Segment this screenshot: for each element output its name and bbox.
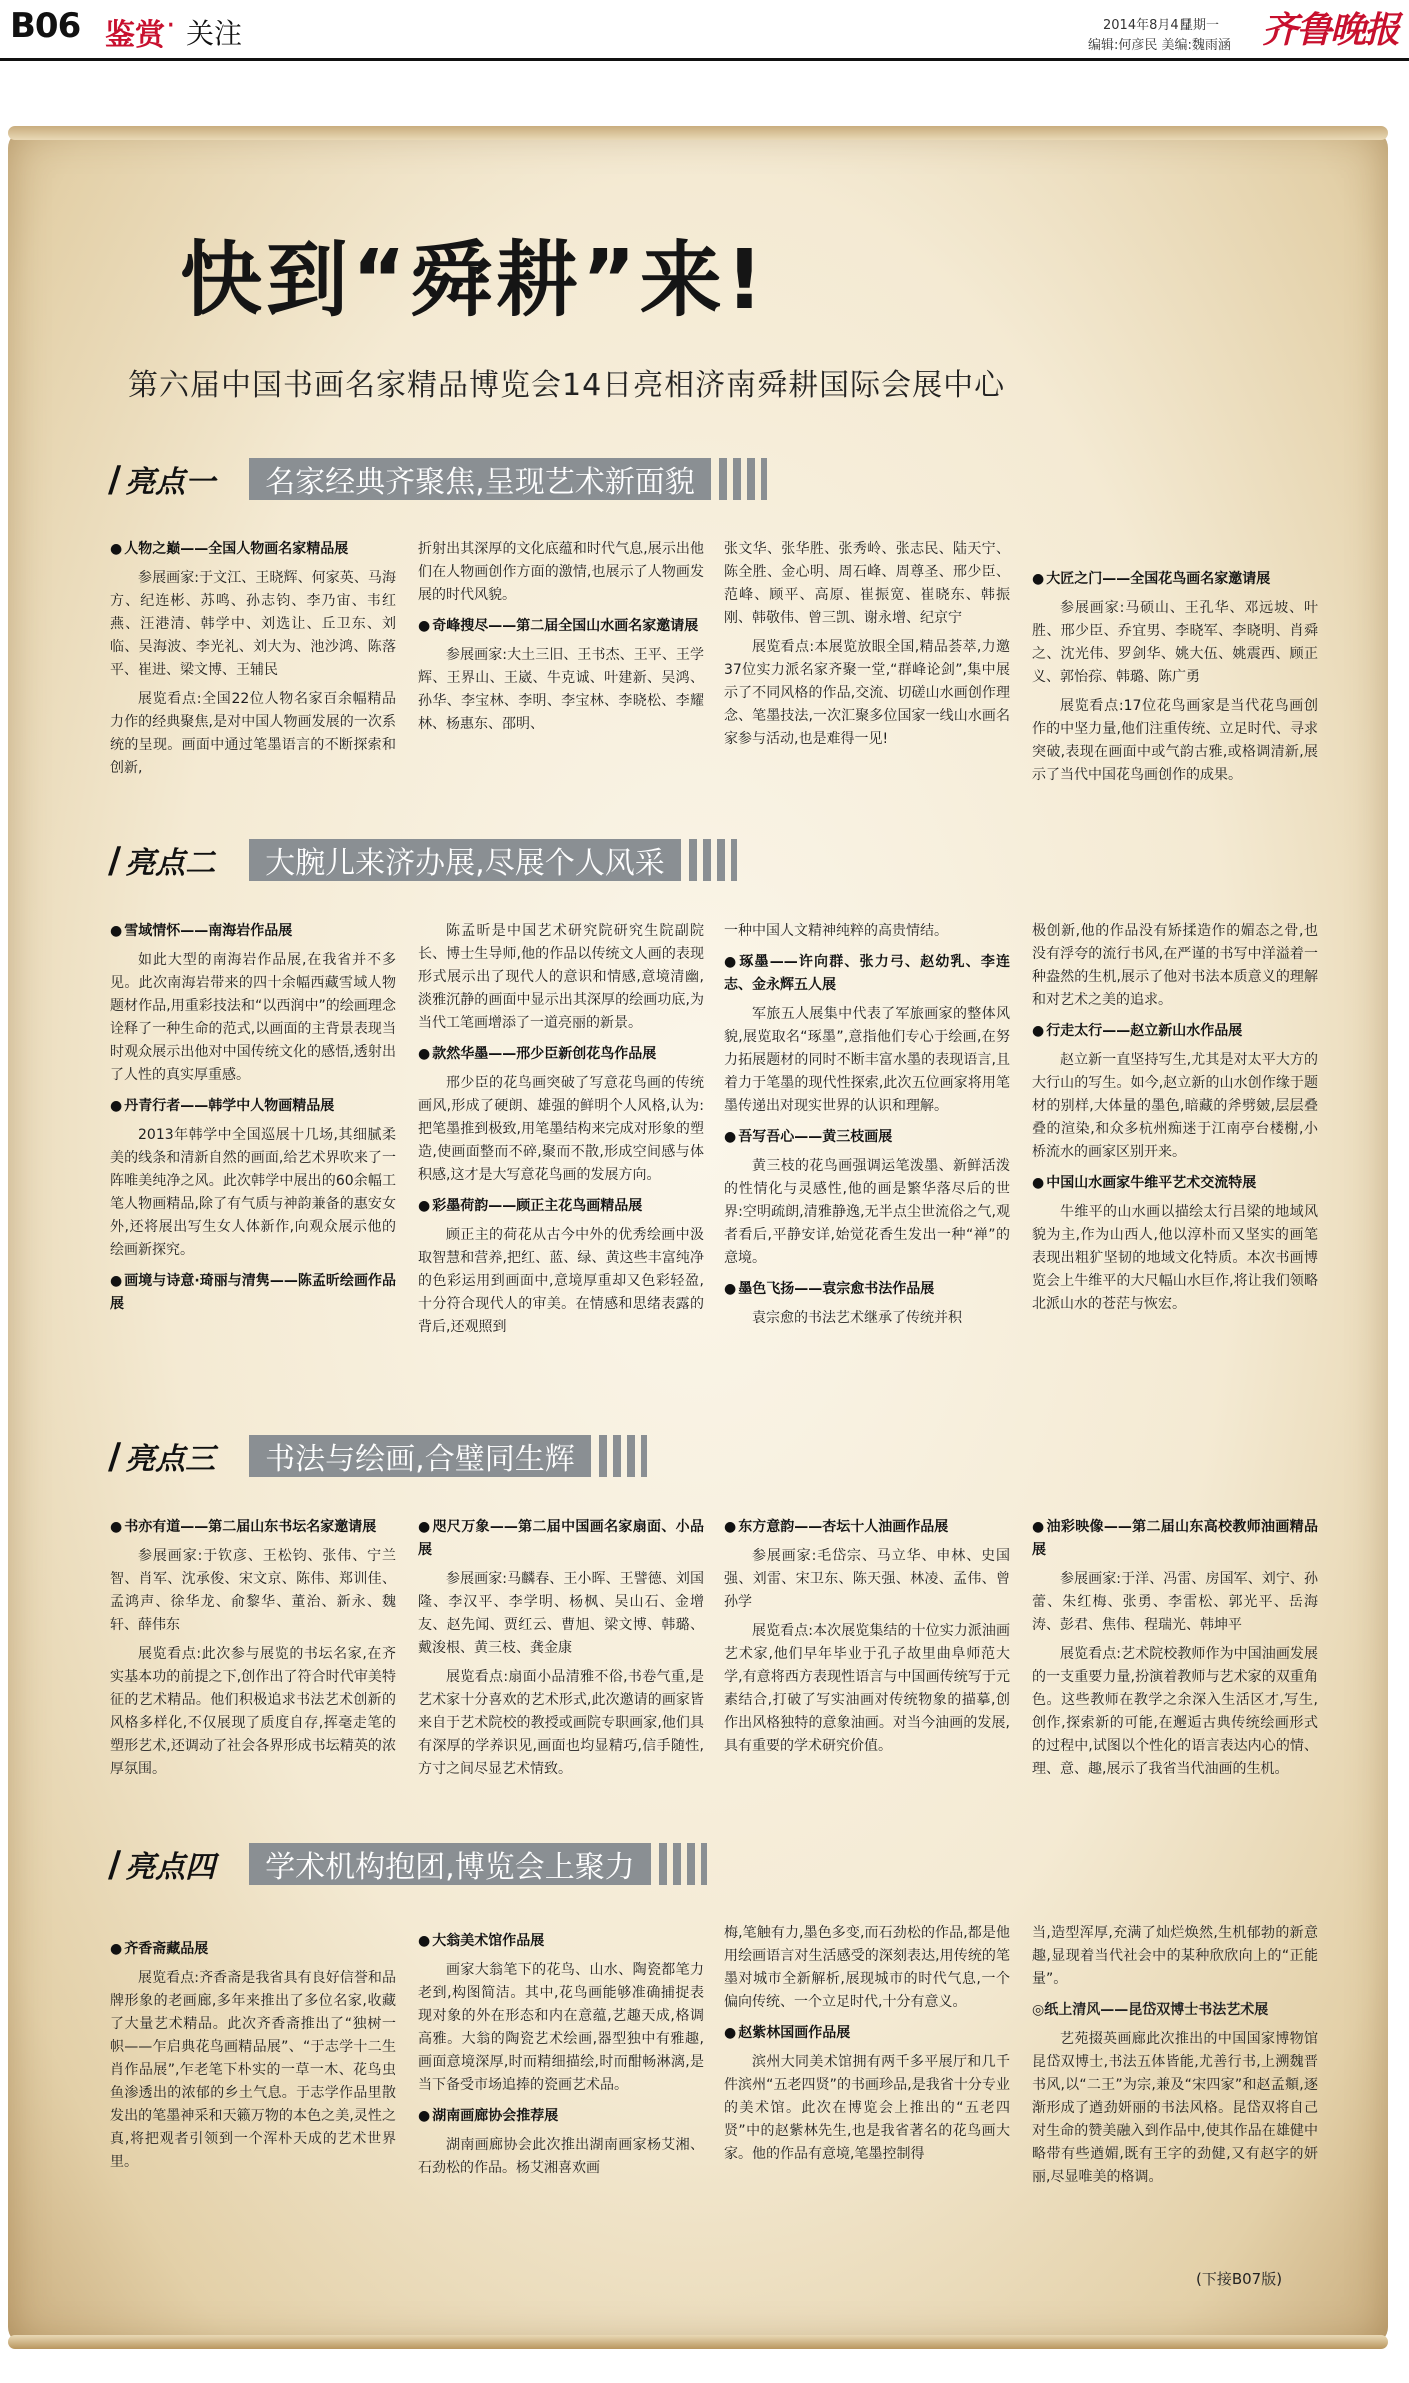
highlight-label: 亮点二 [125,846,216,881]
exhibit-description: 展览看点:此次参与展览的书坛名家,在齐实基本功的前提之下,创作出了符合时代审美特征的艺术精品。他们积极追求书法艺术创新的风格多样化,不仅展现了质度自存,挥毫走笔的塑形艺术,还调动了社会各界形成书坛精英的浓厚氛围。 [110,1646,396,1777]
exhibit-heading: ● 咫尺万象——第二届中国画名家扇面、小品展 [418,1516,704,1562]
exhibit-description: 牛维平的山水画以描绘太行吕梁的地域风貌为主,作为山西人,他以淳朴而又坚实的画笔表现出粗犷坚韧的地域文化特质。本次书画博览会上牛维平的大尺幅山水巨作,将让我们领略北派山水的苍茫与恢宏。 [1032,1204,1318,1312]
s1-col4 [1032,560,1318,793]
continued-note: (下接B07版) [1196,2270,1283,2288]
artist-list: 参展画家:于钦彦、王松钧、张伟、宁兰智、肖军、沈承俊、宋文京、陈伟、郑训佳、孟鸿声、徐华龙、俞黎华、董治、新永、魏轩、薛伟东 [110,1548,396,1633]
exhibit-description: 展览看点:17位花鸟画家是当代花鸟画创作的中坚力量,他们注重传统、立足时代、寻求突破,表现在画面中或气韵古雅,或格调清新,展示了当代中国花鸟画创作的成果。 [1032,698,1318,783]
exhibit-description: 军旅五人展集中代表了军旅画家的整体风貌,展览取名“琢墨”,意指他们专心于绘画,在努力拓展题材的同时不断丰富水墨的表现语言,且着力于笔墨的现代性探索,此次五位画家将用笔墨传递出对现实世界的认识和理解。 [724,1006,1010,1114]
exhibit-heading: ◎纸上清风——昆岱双博士书法艺术展 [1032,2002,1269,2018]
exhibit-heading: ● 齐香斋藏品展 [110,1938,396,1961]
exhibit-description: 画家大翁笔下的花鸟、山水、陶瓷都笔力老到,构图简洁。其中,花鸟画能够准确捕捉表现对象的外在形态和内在意蕴,艺趣天成,格调高雅。大翁的陶瓷艺术绘画,器型独中有雅趣,画面意境深厚,时而精细描绘,时而酣畅淋漓,是当下备受市场追捧的瓷画艺术品。 [418,1962,704,2093]
s4-col4 [1032,1922,1318,2195]
exhibit-description: 湖南画廊协会此次推出湖南画家杨艾湘、石劲松的作品。杨艾湘喜欢画 [418,2137,704,2176]
highlight-label: 亮点一 [125,465,216,500]
artist-list: 参展画家:于文江、王晓辉、何家英、马海方、纪连彬、苏鸣、孙志钧、李乃宙、韦红燕、汪港清、韩学中、刘选让、丘卫东、刘临、吴海波、李光礼、刘大为、池沙鸿、陈落平、崔进、梁文博、王辅民 [110,570,396,678]
exhibit-heading: ● 中国山水画家牛维平艺术交流特展 [1032,1172,1318,1195]
exhibit-description: 袁宗愈的书法艺术继承了传统并积 [752,1310,962,1326]
slash-mark: / [108,839,122,881]
exhibit-description: 邢少臣的花鸟画突破了写意花鸟画的传统画风,形成了硬朗、雄强的鲜明个人风格,认为:把笔墨推到极致,用笔墨结构来完成对形象的塑造,使画面整而不碎,聚而不散,形成空间感与体积感,这才是大写意花鸟画的发展方向。 [418,1075,704,1183]
exhibit-description: 展览看点:艺术院校教师作为中国油画发展的一支重要力量,扮演着教师与艺术家的双重角色。这些教师在教学之余深入生活区才,写生,创作,探索新的可能,在邂逅古典传统绘画形式的过程中,试图以个性化的语言表达内心的情、理、意、趣,展示了我省当代油画的生机。 [1032,1646,1318,1777]
highlight-3 [108,1432,591,1480]
highlight-4 [108,1840,651,1888]
s4-col3 [724,1922,1010,2172]
page-number: B06 [10,6,81,46]
exhibit-description: 2013年韩学中全国巡展十几场,其细腻柔美的线条和清新自然的画面,给艺术界吹来了一阵唯美纯净之风。此次韩学中展出的60余幅工笔人物画精品,除了有气质与神韵兼备的惠安女外,还将展出写生女人体新作,向观众展示他的绘画新探究。 [110,1127,396,1258]
exhibit-heading: ● 吾写吾心——黄三枝画展 [724,1126,1010,1149]
s2-col1 [110,912,396,1322]
s1-col3 [724,538,1010,757]
subheadline: 第六届中国书画名家精品博览会14日亮相济南舜耕国际会展中心 [128,368,1006,403]
artist-list: 参展画家:大土三旧、王书杰、王平、王学辉、王界山、王崴、牛克诚、叶建新、吴鸿、孙华、李宝林、李明、李宝林、李晓松、李耀林、杨惠东、邵明、 [418,647,704,732]
artist-list: 参展画家:于洋、冯雷、房国军、刘宁、孙蕾、朱红梅、张勇、李雷松、郭光平、岳海涛、彭君、焦伟、程瑞光、韩坤平 [1032,1571,1318,1633]
exhibit-description: 梅,笔触有力,墨色多变,而石劲松的作品,都是他用绘画语言对生活感受的深刻表达,用传统的笔墨对城市全新解析,展现城市的时代气息,一个偏向传统、一个立足时代,十分有意义。 [724,1925,1010,2010]
exhibit-description: 如此大型的南海岩作品展,在我省并不多见。此次南海岩带来的四十余幅西藏雪域人物题材作品,用重彩技法和“以西润中”的绘画理念诠释了一种生命的范式,以画面的主背景表现当时观众展示出他对中国传统文化的感悟,透射出了人性的真实厚重感。 [110,952,396,1083]
exhibit-heading: ● 油彩映像——第二届山东高校教师油画精品展 [1032,1516,1318,1562]
s2-col4 [1032,920,1318,1322]
highlight-title: 书法与绘画,合璧同生辉 [249,1435,591,1477]
exhibit-heading: ● 奇峰搜尽——第二届全国山水画名家邀请展 [418,615,704,638]
exhibit-description: 艺苑掇英画廊此次推出的中国国家博物馆昆岱双博士,书法五体皆能,尤善行书,上溯魏晋书风,以“二王”为宗,兼及“宋四家”和赵孟頫,逐渐形成了遒劲妍丽的书法风格。昆岱双将自己对生命的赞美融入到作品中,使其作品在雄健中略带有些遒媚,既有王字的劲健,又有赵字的妍丽,尽显唯美的格调。 [1032,2031,1318,2185]
exhibit-heading: ● 赵紫林国画作品展 [724,2022,1010,2045]
highlight-title: 大腕儿来济办展,尽展个人风采 [249,839,681,881]
s1-col2 [418,538,704,742]
highlight-title: 学术机构抱团,博览会上聚力 [249,1843,651,1885]
exhibit-description: 滨州大同美术馆拥有两千多平展厅和几千件滨州“五老四贤”的书画珍品,是我省十分专业的美术馆。此次在博览会上推出的“五老四贤”中的赵紫林先生,也是我省著名的花鸟画大家。他的作品有意境,笔墨控制得 [724,2054,1010,2162]
slash-mark: / [108,458,122,500]
exhibit-description: 顾正主的荷花从古今中外的优秀绘画中汲取智慧和营养,把红、蓝、绿、黄这些丰富纯净的色彩运用到画面中,意境厚重却又色彩轻盈,十分符合现代人的审美。在情感和思绪表露的背后,还观照到 [418,1227,704,1335]
s2-col3 [724,920,1010,1336]
artist-list: 参展画家:马麟春、王小晖、王譬德、刘国隆、李汉平、李学明、杨枫、吴山石、金增友、赵先闻、贾红云、曹旭、梁文博、韩璐、戴浚根、黄三枝、龚金康 [418,1571,704,1656]
exhibit-description: 一种中国人文精神纯粹的高贵情结。 [724,923,948,939]
exhibit-description: 极创新,他的作品没有矫揉造作的媚态之骨,也没有浮夸的流行书风,在严谨的书写中洋溢着一种盎然的生机,展示了他对书法本质意义的理解和对艺术之美的追求。 [1032,923,1318,1008]
s1-col1 [110,530,396,786]
s4-col2 [418,1922,704,2186]
exhibit-heading: ● 大匠之门——全国花鸟画名家邀请展 [1032,568,1318,591]
exhibit-description: 展览看点:全国22位人物名家百余幅精品力作的经典聚焦,是对中国人物画发展的一次系统的呈现。画面中通过笔墨语言的不断探索和创新, [110,691,396,776]
exhibit-description: 折射出其深厚的文化底蕴和时代气息,展示出他们在人物画创作方面的激情,也展示了人物画发展的时代风貌。 [418,541,704,603]
exhibit-heading: ● 墨色飞扬——袁宗愈书法作品展 [724,1278,1010,1301]
exhibit-heading: ● 琢墨——许向群、张力弓、赵幼乳、李连志、金永辉五人展 [724,951,1010,997]
exhibit-description: 陈孟昕是中国艺术研究院研究生院副院长、博士生导师,他的作品以传统文人画的表现形式展示出了现代人的意识和情感,意境清幽,淡雅沉静的画面中显示出其深厚的绘画功底,为当代工笔画增添了一道亮丽的新景。 [418,923,704,1031]
highlight-label: 亮点四 [125,1850,216,1885]
exhibit-heading: ● 东方意韵——杏坛十人油画作品展 [724,1516,1010,1539]
exhibit-description: 当,造型浑厚,充满了灿烂焕然,生机郁勃的新意趣,显现着当代社会中的某种欣欣向上的“正能量”。 [1032,1925,1318,1987]
highlight-2 [108,836,681,884]
exhibit-heading: ● 丹青行者——韩学中人物画精品展 [110,1095,396,1118]
issue-weekday: 星期一 [1180,18,1220,33]
highlight-title: 名家经典齐聚焦,呈现艺术新面貌 [249,458,711,500]
s4-col1 [110,1930,396,2180]
newspaper-logo: 齐鲁晚报 [1262,9,1399,51]
masthead [0,0,1409,62]
section-title: 鉴赏 [105,18,165,53]
scroll-top-edge [8,126,1388,140]
scroll-bottom-edge [8,2335,1388,2349]
masthead-rule [0,58,1409,61]
exhibit-description: 展览看点:本次展览集结的十位实力派油画艺术家,他们早年毕业于孔子故里曲阜师范大学,有意将西方表现性语言与中国画传统写于元素结合,打破了写实油画对传统物象的描摹,创作出风格独特的意象油画。对当今油画的发展,具有重要的学术研究价值。 [724,1623,1010,1754]
s3-col2 [418,1508,704,1787]
exhibit-heading: ● 画境与诗意·琦丽与清隽——陈孟昕绘画作品展 [110,1270,396,1316]
s3-col1 [110,1508,396,1787]
exhibit-heading: ● 彩墨荷韵——顾正主花鸟画精品展 [418,1195,704,1218]
exhibit-description: 黄三枝的花鸟画强调运笔泼墨、新鲜活泼的性情化与灵感性,他的画是繁华落尽后的世界:空明疏朗,清雅静逸,无半点尘世流俗之气,观者看后,平静安详,始觉花香生发出一种“禅”的意境。 [724,1158,1010,1266]
artist-list: 张文华、张华胜、张秀岭、张志民、陆天宁、陈全胜、金心明、周石峰、周尊圣、邢少臣、范峰、顾平、高原、崔振宽、崔晓东、韩振刚、韩敬伟、曾三凯、谢永增、纪京宁 [724,541,1010,626]
subsection-title: 关注 [186,17,243,50]
slash-mark: / [108,1435,122,1477]
section-separator: · [166,8,176,43]
highlight-1 [108,455,711,503]
exhibit-heading: ● 款然华墨——邢少臣新创花鸟作品展 [418,1043,704,1066]
s2-col2 [418,920,704,1345]
exhibit-heading: ● 书亦有道——第二届山东书坛名家邀请展 [110,1516,396,1539]
exhibit-heading: ● 雪域情怀——南海岩作品展 [110,920,396,943]
exhibit-heading: ● 湖南画廊协会推荐展 [418,2105,704,2128]
issue-date: 2014年8月4日 [1103,18,1192,33]
exhibit-heading: ● 大翁美术馆作品展 [418,1930,704,1953]
exhibit-heading: ● 人物之巅——全国人物画名家精品展 [110,538,396,561]
editor-credits: 编辑:何彦民 美编:魏雨涵 [1088,38,1231,53]
exhibit-description: 赵立新一直坚持写生,尤其是对太平大方的大行山的写生。如今,赵立新的山水创作缘于题材的别样,大体量的墨色,暗藏的斧劈皴,层层叠叠的渲染,和众多杭州痴迷于江南亭台楼榭,小桥流水的画家区别开来。 [1032,1052,1318,1160]
exhibit-description: 展览看点:本展览放眼全国,精品荟萃,力邀37位实力派名家齐聚一堂,“群峰论剑”,集中展示了不同风格的作品,交流、切磋山水画创作理念、笔墨技法,一次汇聚多位国家一线山水画名家参与活动,也是难得一见! [724,639,1010,747]
slash-mark: / [108,1843,122,1885]
artist-list: 参展画家:毛岱宗、马立华、申林、史国强、刘雷、宋卫东、陈天强、林凌、孟伟、曾孙学 [724,1548,1010,1610]
headline: 快到“舜耕”来! [180,233,768,328]
artist-list: 参展画家:马硕山、王孔华、邓远坡、叶胜、邢少臣、乔宜男、李晓军、李晓明、肖舜之、沈光伟、罗剑华、姚大伍、姚震西、顾正义、郭怡孮、韩璐、陈广勇 [1032,600,1318,685]
exhibit-description: 展览看点:齐香斋是我省具有良好信誉和品牌形象的老画廊,多年来推出了多位名家,收藏了大量艺术精品。此次齐香斋推出了“独树一帜——乍启典花鸟画精品展”、“于志学十二生肖作品展”,乍老笔下朴实的一草一木、花鸟虫鱼渗透出的浓郁的乡土气息。于志学作品里散发出的笔墨神采和天籁万物的本色之美,灵性之真,将把观者引领到一个浑朴天成的艺术世界里。 [110,1970,396,2170]
exhibit-heading: ● 行走太行——赵立新山水作品展 [1032,1020,1318,1043]
exhibit-description: 展览看点:扇面小品清雅不俗,书卷气重,是艺术家十分喜欢的艺术形式,此次邀请的画家皆来自于艺术院校的教授或画院专职画家,他们具有深厚的学养识见,画面也均显精巧,信手随性,方寸之间尽显艺术情致。 [418,1669,704,1777]
highlight-label: 亮点三 [125,1442,216,1477]
s3-col4 [1032,1508,1318,1787]
s3-col3 [724,1508,1010,1764]
